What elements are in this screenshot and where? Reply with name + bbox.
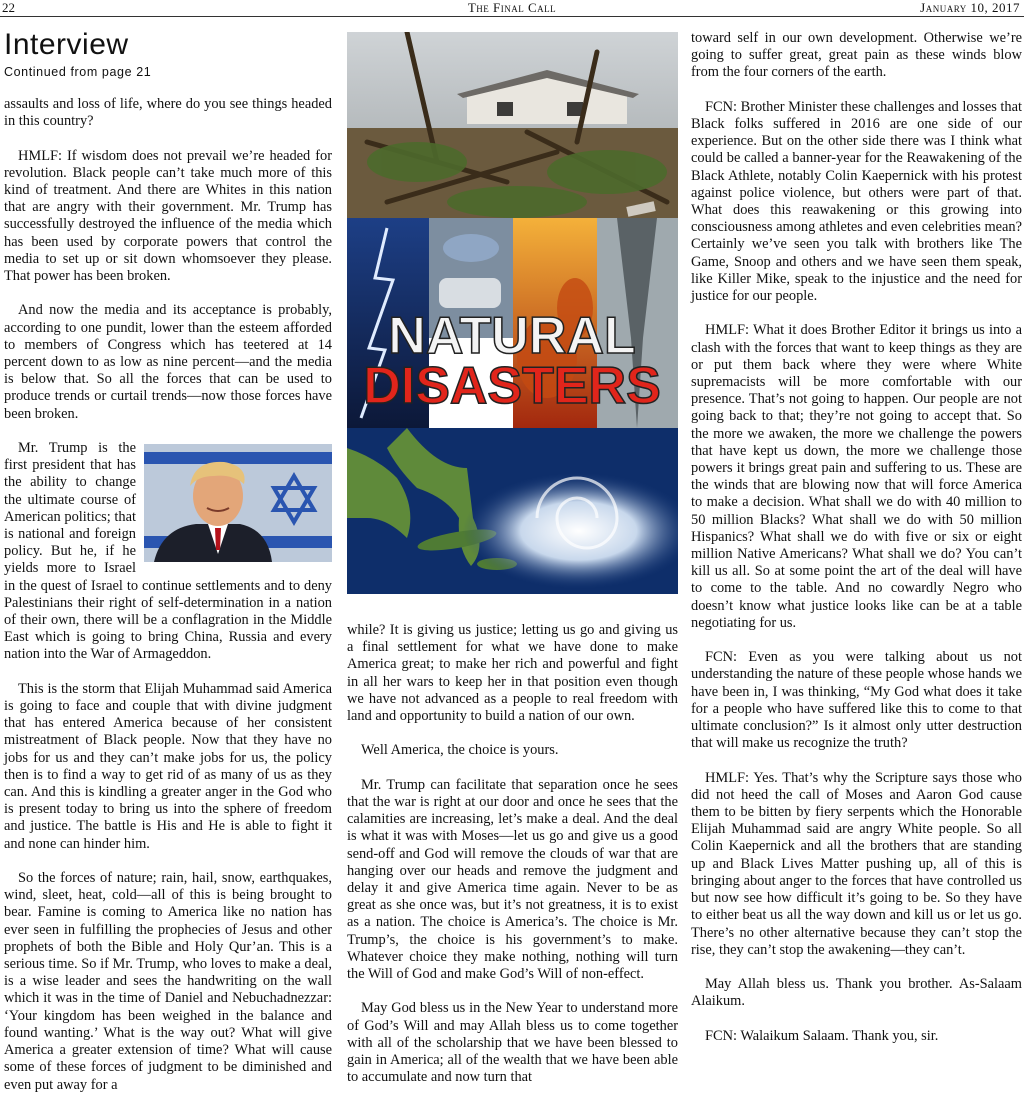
paragraph: assaults and loss of life, where do you see things headed in this country?: [4, 96, 332, 130]
paragraph: So the forces of nature; rain, hail, snow, earthquakes, wind, sleet, heat, cold—all of this is being brought to bear. Famine is coming to America like no nation has ever seen in fulfilling the prophecies of Jesus and other prophets of both the Bible and Holy Qur’an. This is a serious time. So if Mr. Trump, who loves to make a deal, is a wise leader and sees the handwriting on the wall which it was in the time of Daniel and Nebuchadnezzar: ‘Your kingdom has been weighed in the balance and found wanting.’ What is the way out? What will give America a greater extension of time? What will cause some of these forces of judgment to be diminished and even put away for a: [4, 870, 332, 1093]
paper-name: The Final Call: [467, 0, 557, 15]
paragraph: Well America, the choice is yours.: [361, 742, 559, 759]
running-head: [0, 0, 1024, 17]
issue-date: January 10, 2017: [920, 0, 1020, 15]
article-column-3: [691, 30, 1022, 1062]
paragraph-with-photo: [4, 440, 332, 664]
trump-portrait-photo: [144, 444, 332, 562]
paragraph: toward self in our own development. Otherwise we’re going to suffer great, great pain as these winds blow from the four corners of the earth.: [691, 30, 1022, 81]
photo-column: [347, 32, 678, 594]
collage-title-line1: NATURAL: [388, 307, 636, 365]
paragraph: HMLF: Yes. That’s why the Scripture says those who did not heed the call of Moses and Aaron God cause them to be bitten by fiery serpents which the Honorable Elijah Muhammad said are angry White people. So all Colin Kaepernick and all the brothers that are standing up and Black Lives Matter pushing up, all of this is bringing about anger to the forces that have controlled us but now see how difficult it’s going to be. So they have to either beat us all the way down and kill us or let us go. There’s no other alternative because they can’t stop the rise, they can’t stop the awakening—they can’t.: [691, 769, 1022, 958]
page-number: 22: [2, 0, 15, 15]
continued-from-label: Continued from page 21: [4, 65, 152, 79]
paragraph: HMLF: If wisdom does not prevail we’re headed for revolution. Black people can’t take much more of this kind of treatment. And there are Whites in this nation that are angry with their government. Mr. Trump has successfully destroyed the influence of the media which has been used by corporate powers that control the media to set up or sit down whomsoever they please. That power has been broken.: [4, 147, 332, 285]
paragraph: FCN: Walaikum Salaam. Thank you, sir.: [705, 1027, 939, 1044]
paragraph: while? It is giving us justice; letting us go and giving us a final settlement for what we have done to make America great; to make her rich and powerful and fight in all her wars to keep her in that position even though we have not advanced as a people to real freedom with land and opportunity to build a nation of our own.: [347, 622, 678, 725]
storm-damage-photo: [347, 32, 678, 218]
paragraph: Mr. Trump can facilitate that separation once he sees that the war is right at our door and once he sees that the calamities are increasing, let’s make a deal. And the deal is what it was with Moses—let us go and give us a good send-off and God will remove the clouds of war that are hanging over our heads and remove the judgment and delay it and give America time again. Never to be as great as she once was, but it’s not greatness, it is to exist as a nation. The choice is America’s. The choice is Mr. Trump’s, the choice is his government’s to make. Whatever choice they make nothing, nothing will turn the Will of God and make God’s Will of non-effect.: [347, 776, 678, 983]
paragraph: May God bless us in the New Year to understand more of God’s Will and may Allah bless us to come together with all of the scholarship that we have been blessed to gain in America; all of the wealth that we have been able to accumulate and now turn that: [347, 1000, 678, 1086]
paragraph: This is the storm that Elijah Muhammad said America is going to face and couple that with divine judgment that has entered America because of her consistent mistreatment of Black people. Now that they have no jobs for us and they can’t make jobs for us, the policy then is to find a way to get rid of as many of us as they can. And this is kindling a greater anger in the God who is present today to bring us into the sphere of freedom and justice. The battle is His and He is able to fight it and none can hinder him.: [4, 680, 332, 852]
article-column-2: [347, 622, 678, 1104]
natural-disasters-collage: [347, 218, 678, 594]
article-column-1: [4, 28, 332, 1111]
paragraph: And now the media and its acceptance is probably, according to one pundit, lower than the esteem afforded to members of Congress which has teetered at 14 percent down to as low as nine percent—and the media is below that. So all the forces that can be used to produce trends or curtail trends—now those forces have been broken.: [4, 302, 332, 422]
section-title: Interview: [4, 28, 129, 61]
paragraph: FCN: Even as you were talking about us not understanding the nature of these people whose hands we have been in, I was thinking, “My God what does it take for a people who have suffered like this to come to that ultimate conclusion?” Is it almost only utter destruction that will make us recognize the truth?: [691, 649, 1022, 752]
paragraph-text: Mr. Trump is the first president that has the ability to change the ultimate course of American politics; that is national and foreign policy. But he, if he yields more to Israel in the quest of Israel to continue settlements and to deny Palestinians their right of self-determination in a nation of their own, there will be a conflagration in the Middle East which is going to bring China, Russia and every nation into the War of Armageddon.: [4, 440, 332, 663]
paragraph: HMLF: What it does Brother Editor it brings us into a clash with the forces that want to keep things as they are or put them back where they were where White supremacists will be more comfortable with our presence. That’s not going to happen. Our people are not going back to that; they’re not going to accept that. So the more we awaken, the more we challenge the powers that have kept us down, the more we challenge those powers it brings great pain and suffering to us. These are the winds that are blowing now that will force America to make a decision. What shall we do with 40 million to 50 million Blacks? What shall we do with 50 million Hispanics? What shall we do with five or six or eight million Native Americans? What shall we do? You can’t kill us all. So at some point the art of the deal will have to come to the table. And no cowardly Negro who doesn’t know what justice looks like can be at a table negotiating for us.: [691, 322, 1022, 631]
collage-title-line2: DISASTERS: [363, 357, 661, 415]
paragraph: FCN: Brother Minister these challenges and losses that Black folks suffered in 2016 are one side of our experience. But on the other side there was I think what could be called a banner-year for the Reawakening of the Black Athlete, notably Colin Kaepernick with his protest against police violence, but others were part of that. What does this reawakening or this growing into consciousness among athletes and even celebrities mean? Certainly we’ve seen you talk with brothers like The Game, Snoop and others and we have seen them speak, like Killer Mike, speak to the injustice and the need for justice for our people.: [691, 98, 1022, 305]
paragraph: May Allah bless us. Thank you brother. As-Salaam Alaikum.: [691, 976, 1022, 1010]
